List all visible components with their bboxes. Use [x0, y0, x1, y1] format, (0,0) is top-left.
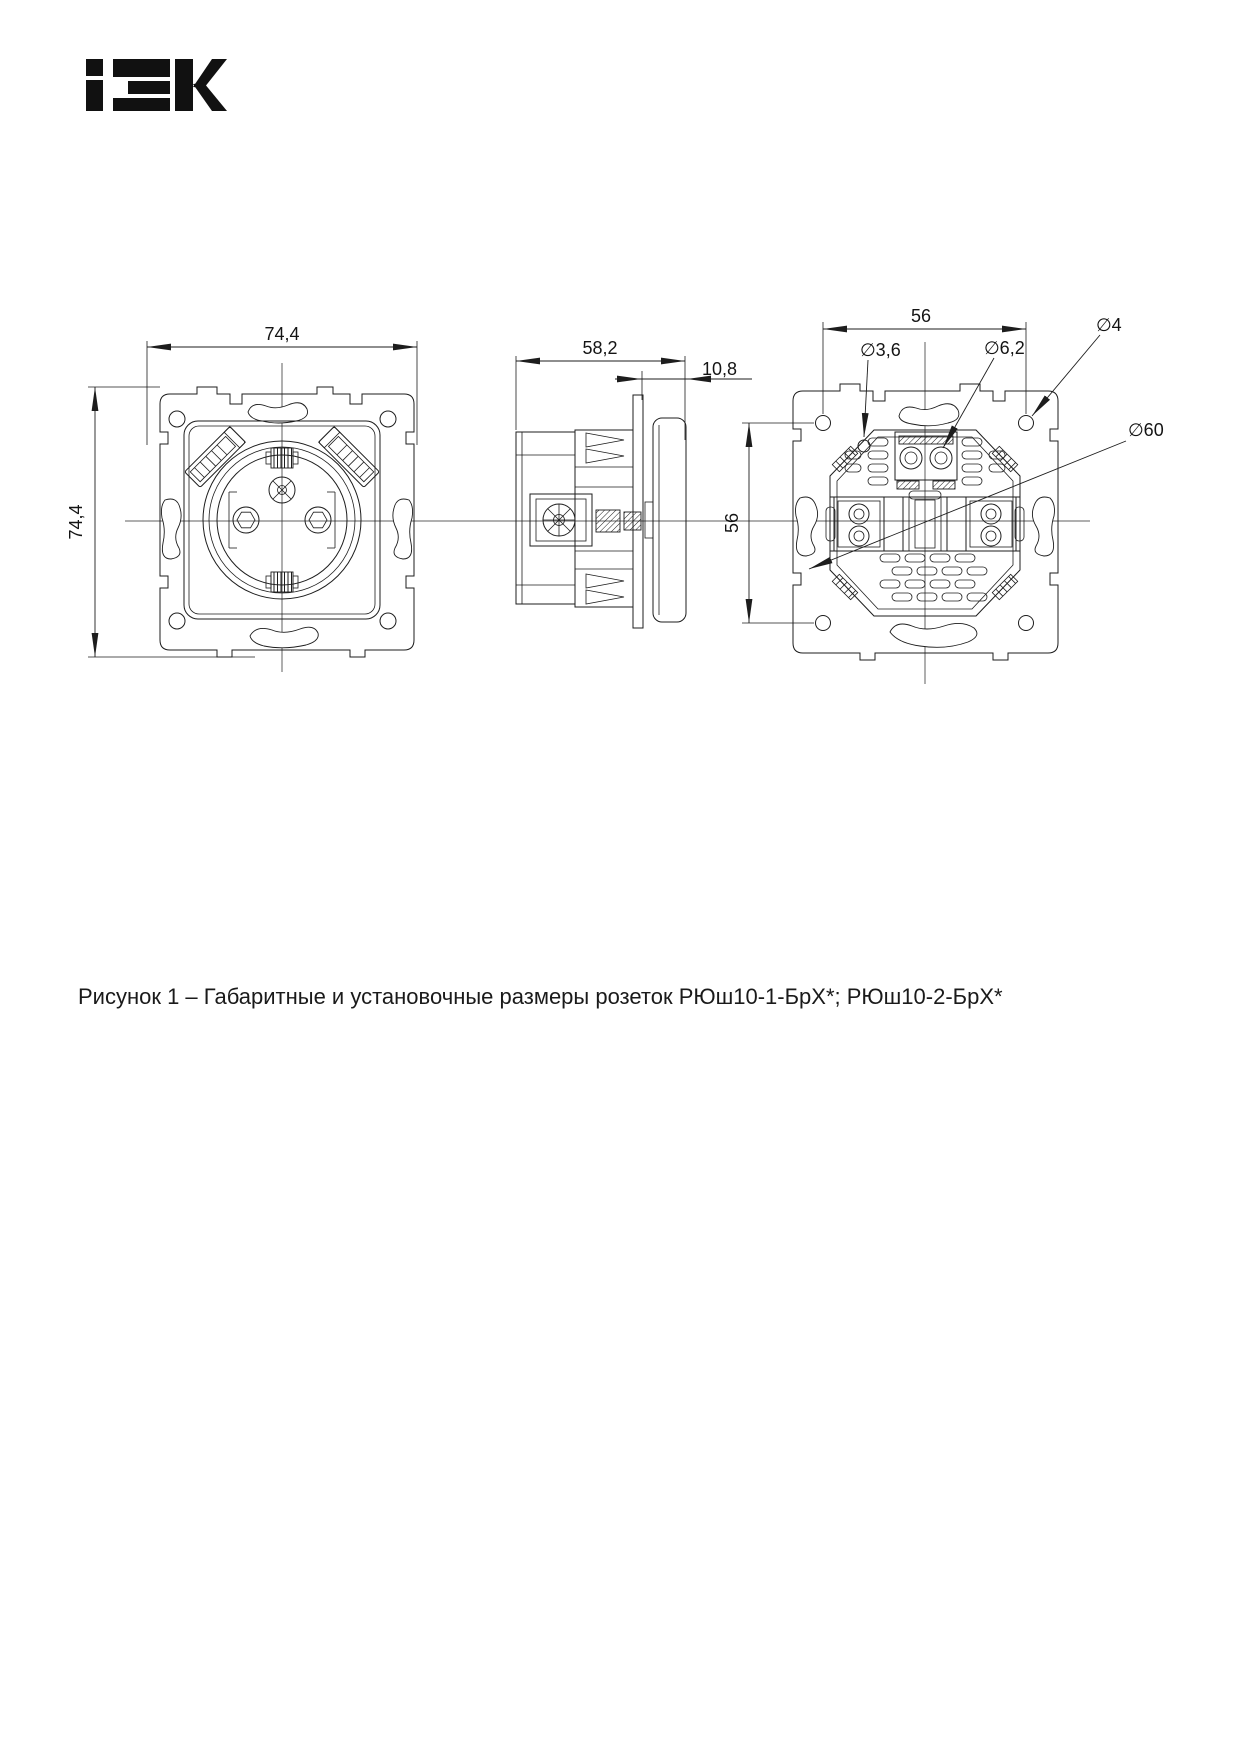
dim-hole-spacing-left: 56 [722, 512, 742, 534]
front-earth-clip-top [266, 448, 298, 468]
back-mount-hole [1019, 416, 1034, 431]
figure-caption: Рисунок 1 – Габаритные и установочные размеры розеток РЮш10-1-БрХ*; РЮш10-2-БрХ* [78, 984, 1003, 1009]
back-right-tab [1032, 497, 1054, 556]
side-screw-shaft [596, 510, 620, 532]
back-lower-vents [880, 554, 987, 601]
logo-k-lower-arm [193, 83, 227, 111]
logo-i-dot [86, 59, 103, 76]
back-bottom-tab [890, 623, 977, 647]
back-mount-hole [816, 416, 831, 431]
side-support-plate [633, 395, 643, 628]
dim-front-height: 74,4 [66, 504, 86, 540]
dim-front-width: 74,4 [264, 324, 300, 344]
iek-logo [86, 59, 227, 111]
side-screw-tip [624, 512, 641, 530]
front-top-tab [248, 403, 308, 423]
dim-hole-spacing-top: 56 [910, 306, 932, 326]
front-pin-hex [237, 512, 255, 528]
back-top-tab [899, 404, 959, 426]
side-claw-tooth [586, 574, 624, 588]
back-left-tab [796, 497, 818, 556]
dia-body-label: ∅60 [1128, 420, 1164, 440]
back-top-terminal [895, 432, 957, 499]
side-screw-assembly [530, 494, 641, 546]
front-bottom-tab [250, 627, 318, 648]
logo-e-mid-bar [128, 81, 170, 94]
dim-cover-thickness: 10,8 [702, 359, 738, 379]
side-view [516, 338, 752, 628]
dia-terminal-label: ∅6,2 [984, 338, 1025, 358]
front-view [66, 324, 417, 672]
side-cover-thickness-dimension [615, 359, 752, 400]
dia-mount-hole-label: ∅4 [1096, 315, 1122, 335]
logo-k-stem [175, 59, 193, 111]
back-mount-hole [1019, 616, 1034, 631]
side-claw-tooth [586, 590, 624, 604]
back-claw-serration [992, 574, 1017, 599]
front-corner-hole [169, 613, 185, 629]
front-right-tab [393, 499, 413, 559]
front-corner-hole [169, 411, 185, 427]
front-pin-hex [309, 512, 327, 528]
logo-i-stem [86, 80, 103, 111]
front-corner-hole [380, 613, 396, 629]
logo-e-top-bar [113, 59, 170, 77]
dia-claw-screw-label: ∅3,6 [860, 340, 901, 360]
front-earth-clip-bottom [266, 572, 298, 592]
side-depth-dimension [516, 338, 685, 440]
side-claw-tooth [586, 449, 624, 463]
back-claw-serration [832, 574, 857, 599]
back-hole-spacing-horizontal [823, 306, 1026, 414]
side-claw-tooth [586, 433, 624, 447]
back-mount-hole [816, 616, 831, 631]
front-left-tab [161, 499, 181, 559]
side-cover [645, 418, 686, 622]
dim-side-depth: 58,2 [582, 338, 618, 358]
front-mounting-plate [160, 387, 414, 657]
logo-e-bottom-bar [113, 98, 170, 111]
back-view [722, 306, 1164, 684]
front-corner-hole [380, 411, 396, 427]
